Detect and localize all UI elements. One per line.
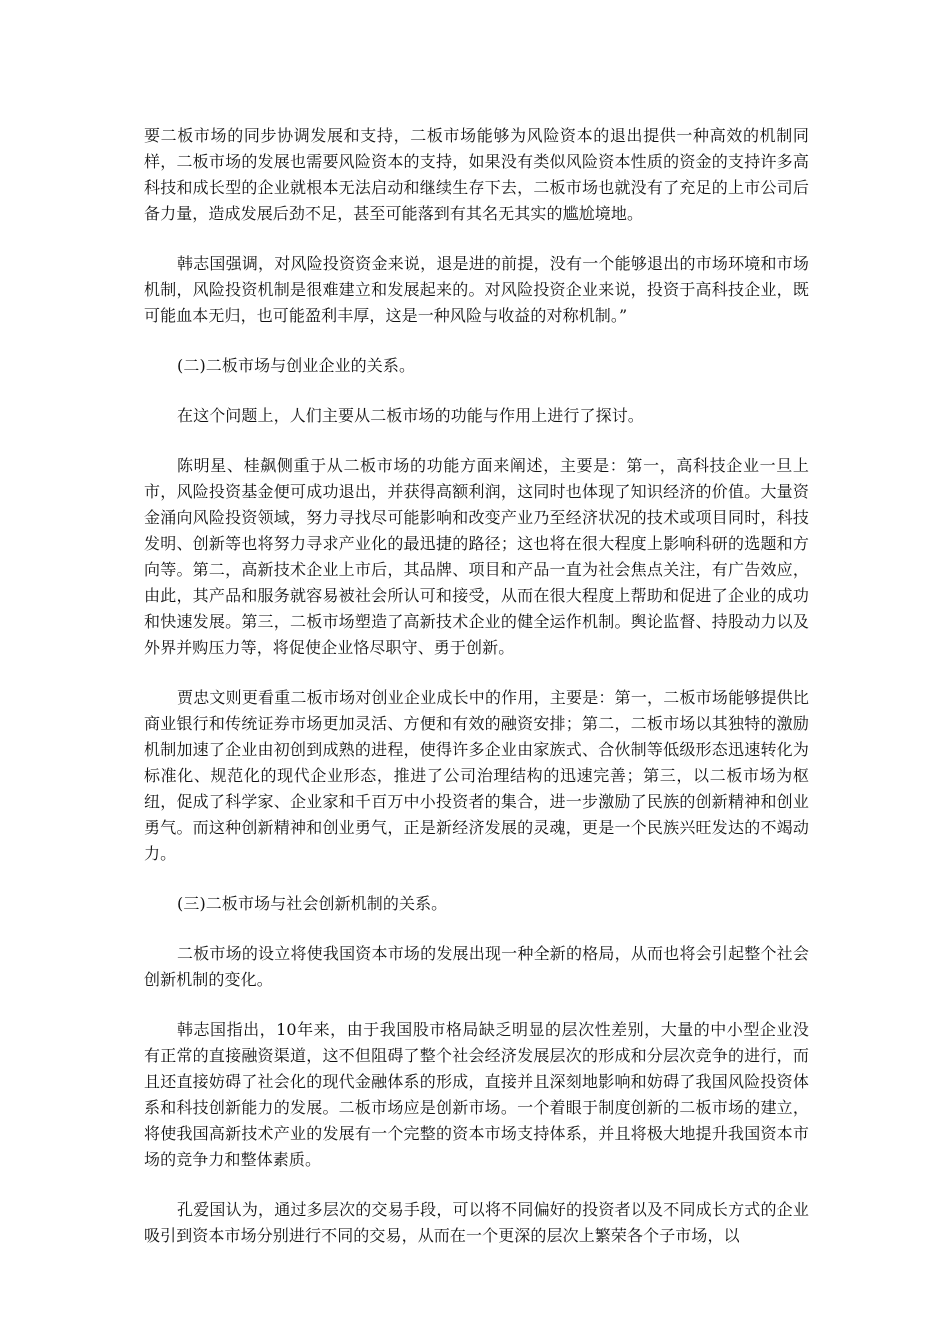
paragraph-3: 在这个问题上，人们主要从二板市场的功能与作用上进行了探讨。: [177, 406, 644, 425]
paragraph-5: 贾忠文则更看重二板市场对创业企业成长中的作用，主要是：第一，二板市场能够提供比商业银行和传统证券市场更加灵活、方便和有效的融资安排；第二，二板市场以其独特的激励机制加速了企业由初创到成熟的进程，使得许多企业由家族式、合伙制等低级形态迅速转化为标准化、规范化的现代企业形态，推进了公司治理结构的迅速完善；第三，以二板市场为枢纽，促成了科学家、企业家和千百万中小投资者的集合，进一步激励了民族的创新精神和创业勇气。而这种创新精神和创业勇气，正是新经济发展的灵魂，更是一个民族兴旺发达的不竭动力。: [144, 688, 809, 863]
section-heading-3: (三)二板市场与社会创新机制的关系。: [177, 894, 448, 913]
paragraph-2: 韩志国强调，对风险投资资金来说，退是进的前提，没有一个能够退出的市场环境和市场机制，风险投资机制是很难建立和发展起来的。对风险投资企业来说，投资于高科技企业，既可能血本无归，也可能盈利丰厚，这是一种风险与收益的对称机制。”: [144, 254, 809, 325]
paragraph-4: 陈明星、桂飙侧重于从二板市场的功能方面来阐述，主要是：第一，高科技企业一旦上市，风险投资基金便可成功退出，并获得高额利润，这同时也体现了知识经济的价值。大量资金涌向风险投资领域，努力寻找尽可能影响和改变产业乃至经济状况的技术或项目同时，科技发明、创新等也将努力寻求产业化的最迅捷的路径；这也将在很大程度上影响科研的选题和方向等。第二，高新技术企业上市后，其品牌、项目和产品一直为社会焦点关注，有广告效应，由此，其产品和服务就容易被社会所认可和接受，从而在很大程度上帮助和促进了企业的成功和快速发展。第三，二板市场塑造了高新技术企业的健全运作机制。舆论监督、持股动力以及外界并购压力等，将促使企业恪尽职守、勇于创新。: [144, 456, 809, 657]
paragraph-8: 孔爱国认为，通过多层次的交易手段，可以将不同偏好的投资者以及不同成长方式的企业吸引到资本市场分别进行不同的交易，从而在一个更深的层次上繁荣各个子市场，以: [144, 1200, 809, 1245]
section-heading-2: (二)二板市场与创业企业的关系。: [177, 356, 416, 375]
paragraph-1: 要二板市场的同步协调发展和支持，二板市场能够为风险资本的退出提供一种高效的机制同样，二板市场的发展也需要风险资本的支持，如果没有类似风险资本性质的资金的支持许多高科技和成长型的企业就根本无法启动和继续生存下去，二板市场也就没有了充足的上市公司后备力量，造成发展后劲不足，甚至可能落到有其名无其实的尴尬境地。: [144, 126, 809, 223]
paragraph-6: 二板市场的设立将使我国资本市场的发展出现一种全新的格局，从而也将会引起整个社会创新机制的变化。: [144, 944, 809, 989]
document-body: [144, 123, 809, 1249]
paragraph-7: 韩志国指出，10年来，由于我国股市格局缺乏明显的层次性差别，大量的中小型企业没有正常的直接融资渠道，这不但阻碍了整个社会经济发展层次的形成和分层次竞争的进行，而且还直接妨碍了社会化的现代金融体系的形成，直接并且深刻地影响和妨碍了我国风险投资体系和科技创新能力的发展。二板市场应是创新市场。一个着眼于制度创新的二板市场的建立，将使我国高新技术产业的发展有一个完整的资本市场支持体系，并且将极大地提升我国资本市场的竞争力和整体素质。: [144, 1020, 809, 1169]
